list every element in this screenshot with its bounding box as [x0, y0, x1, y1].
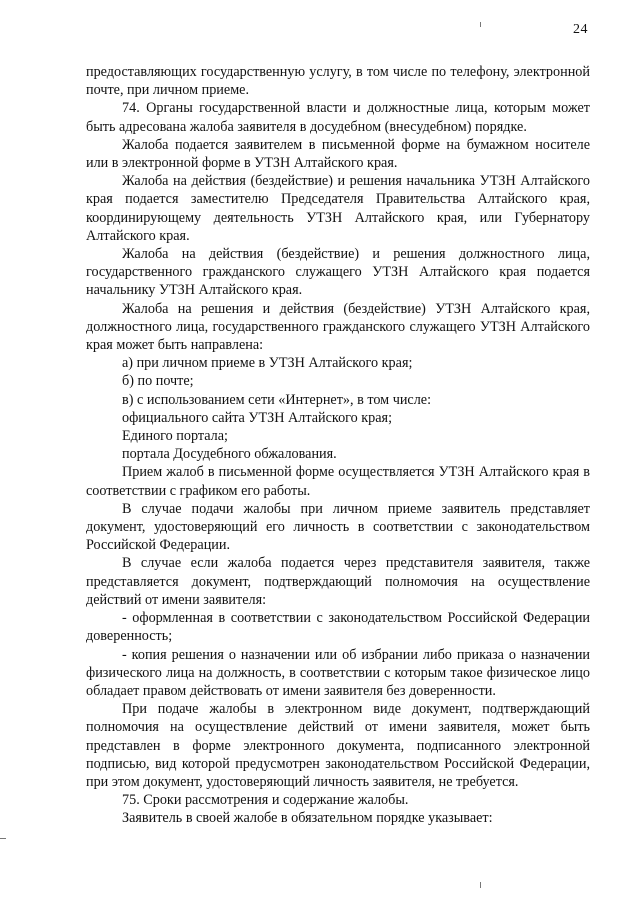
paragraph: Жалоба на решения и действия (бездействие) УТЗН Алтайского края, должностного лица, государственного гражданского служащего УТЗН Алтайского края может быть направлена:	[86, 300, 590, 354]
paragraph: Прием жалоб в письменной форме осуществляется УТЗН Алтайского края в соответствии с графиком его работы.	[86, 464, 590, 499]
paragraph: При подаче жалобы в электронном виде документ, подтверждающий полномочия на осуществление действий от имени заявителя, может быть представлен в форме электронного документа, подписанного электронной подписью, вид которой предусмотрен законодательством Российской Федерации, при этом документ, удостоверяющий личность заявителя, не требуется.	[86, 701, 590, 790]
document-body	[86, 63, 590, 828]
paragraph: В случае подачи жалобы при личном приеме заявитель представляет документ, удостоверяющий его личность в соответствии с законодательством Российской Федерации.	[86, 500, 590, 554]
paragraph: Жалоба на действия (бездействие) и решения должностного лица, государственного гражданского служащего УТЗН Алтайского края подается начальнику УТЗН Алтайского края.	[86, 246, 590, 299]
paragraph: В случае если жалоба подается через представителя заявителя, также представляется документ, подтверждающий полномочия на осуществление действий от имени заявителя:	[86, 555, 590, 608]
paragraph: Заявитель в своей жалобе в обязательном порядке указывает:	[122, 810, 493, 827]
list-item: официального сайта УТЗН Алтайского края;	[122, 409, 393, 426]
list-item: а) при личном приеме в УТЗН Алтайского края;	[122, 355, 413, 372]
paragraph: Жалоба подается заявителем в письменной форме на бумажном носителе или в электронной форме в УТЗН Алтайского края.	[86, 136, 590, 172]
section-heading: 75. Сроки рассмотрения и содержание жалобы.	[122, 792, 409, 809]
paragraph: 74. Органы государственной власти и должностные лица, которым может быть адресована жалоба заявителя в досудебном (внесудебном) порядке.	[86, 100, 590, 135]
list-item: - копия решения о назначении или об избрании либо приказа о назначении физического лица на должность, в соответствии с которым такое физическое лицо обладает правом действовать от имени заявителя без доверенности.	[86, 646, 590, 699]
scan-mark	[480, 22, 481, 27]
list-item: в) с использованием сети «Интернет», в том числе:	[122, 391, 432, 408]
list-item: - оформленная в соответствии с законодательством Российской Федерации доверенность;	[86, 610, 590, 645]
list-item: б) по почте;	[122, 373, 194, 390]
list-item: Единого портала;	[122, 428, 228, 445]
scan-mark	[480, 882, 481, 888]
scan-mark	[0, 838, 6, 839]
paragraph: предоставляющих государственную услугу, в том числе по телефону, электронной почте, при личном приеме.	[86, 64, 590, 99]
page-number: 24	[573, 22, 588, 37]
paragraph: Жалоба на действия (бездействие) и решения начальника УТЗН Алтайского края подается заместителю Председателя Правительства Алтайского края, координирующему деятельность УТЗН Алтайского края, или Губернатору Алтайского края.	[86, 173, 590, 244]
list-item: портала Досудебного обжалования.	[122, 446, 337, 463]
